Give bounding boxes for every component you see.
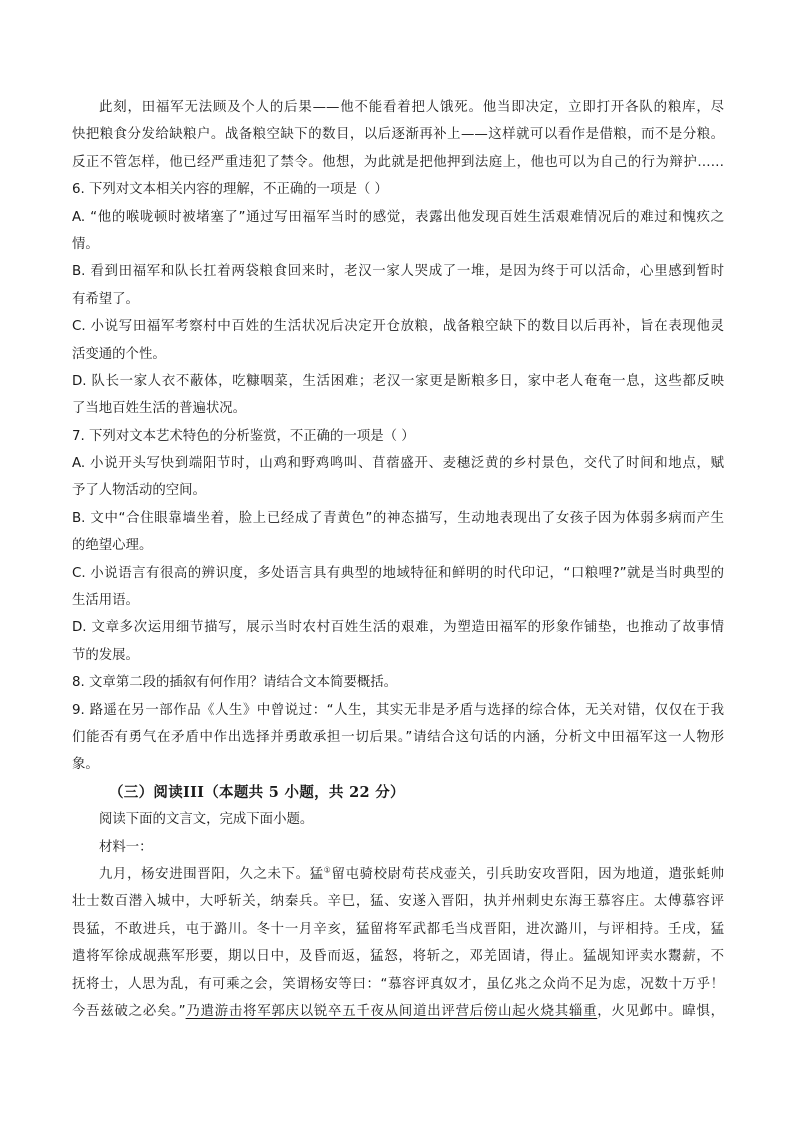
question-7-option-a-cont: 予了人物活动的空间。 [72,483,206,499]
narrative-paragraph-line: 反正不管怎样，他已经严重违犯了禁令。他想，为此就是把他押到法庭上，他也可以为自己的行为辩护…… [72,154,724,170]
question-6-option-b-cont: 有希望了。 [72,291,139,307]
section-3-heading: （三）阅读III（本题共 5 小题，共 22 分） [109,783,405,801]
classical-text-segment: 今吾兹破之必矣。” [72,1003,186,1019]
question-6-option-a-cont: 情。 [72,236,99,252]
question-9-line: 们能否有勇气在矛盾中作出选择并勇敢承担一切后果。”请结合这句话的内涵，分析文中田福军这一人物形 [72,729,724,745]
classical-text-line [72,998,724,1025]
classical-text-line [72,861,724,888]
question-9-line: 9. 路遥在另一部作品《人生》中曾说过：“人生，其实无非是矛盾与选择的综合体，无关对错，仅仅在于我 [72,702,724,718]
question-6-stem: 6. 下列对文本相关内容的理解，不正确的一项是（ ） [72,182,388,198]
question-7-option-b: B. 文中“合住眼靠墙坐着，脸上已经成了青黄色”的神态描写，生动地表现出了女孩子因为体弱多病而产生 [72,510,724,526]
footnote-marker: ① [323,865,332,875]
classical-text-segment: 九月，杨安进围晋阳，久之未下。猛 [99,866,324,882]
classical-text-segment: 留屯骑校尉苟苌戍壶关，引兵助安攻晋阳，因为地道，遣张蚝帅 [331,866,724,882]
question-7-option-b-cont: 的绝望心理。 [72,538,153,554]
narrative-paragraph-line: 快把粮食分发给缺粮户。战备粮空缺下的数目，以后逐渐再补上——这样就可以看作是借粮，而不是分粮。 [72,127,724,143]
question-7-option-c-cont: 生活用语。 [72,593,139,609]
question-7-option-d-cont: 节的发展。 [72,647,139,663]
question-6-option-c: C. 小说写田福军考察村中百姓的生活状况后决定开仓放粮，战备粮空缺下的数目以后再补，旨在表现他灵 [72,319,724,335]
underlined-sentence: 乃遣游击将军郭庆以锐卒五千夜从间道出评营后傍山起火烧其辎重 [185,1003,598,1019]
classical-text-line: 抚将士，人思为乱，有可乘之会，笑谓杨安等曰：“慕容评真奴才，虽亿兆之众尚不足为虑，况数十万乎！ [72,976,724,992]
question-8-stem: 8. 文章第二段的插叙有何作用？请结合文本简要概括。 [72,675,398,691]
classical-text-line: 遣将军徐成觇燕军形要，期以日中，及昏而返，猛怒，将斩之，邓羌固请，得止。猛觇知评卖水鬻薪，不 [72,949,724,965]
narrative-paragraph-line: 此刻，田福军无法顾及个人的后果——他不能看着把人饿死。他当即决定，立即打开各队的粮库，尽 [99,100,724,115]
document-page [72,94,724,1025]
question-6-option-d-cont: 了当地百姓生活的普遍状况。 [72,401,247,417]
question-7-option-d: D. 文章多次运用细节描写，展示当时农村百姓生活的艰难，为塑造田福军的形象作铺垫，也推动了故事情 [72,620,724,636]
question-7-stem: 7. 下列对文本艺术特色的分析鉴赏，不正确的一项是（ ） [72,428,415,444]
question-6-option-a: A. “他的喉咙顿时被堵塞了”通过写田福军当时的感觉，表露出他发现百姓生活艰难情况后的难过和愧疚之 [72,209,724,225]
classical-text-line: 畏猛，不敢进兵，屯于潞川。冬十一月辛亥，猛留将军武都毛当戍晋阳，进次潞川，与评相持。壬戌，猛 [72,921,724,937]
classical-text-segment: ，火见邺中。暐惧， [597,1003,724,1019]
question-6-option-c-cont: 活变通的个性。 [72,346,166,362]
question-7-option-c: C. 小说语言有很高的辨识度，多处语言具有典型的地域特征和鲜明的时代印记，“口粮哩?”就是当时典型的 [72,565,724,581]
material-label: 材料一： [99,839,153,855]
question-6-option-b: B. 看到田福军和队长扛着两袋粮食回来时，老汉一家人哭成了一堆，是因为终于可以活命，心里感到暂时 [72,264,724,280]
question-6-option-d: D. 队长一家人衣不蔽体，吃糠咽菜，生活困难；老汉一家更是断粮多日，家中老人奄奄一息，这些都反映 [72,373,724,389]
question-9-line: 象。 [72,757,99,773]
section-3-instruction: 阅读下面的文言文，完成下面小题。 [99,812,314,828]
classical-text-line: 壮士数百潜入城中，大呼斩关，纳秦兵。辛巳，猛、安遂入晋阳，执并州刺史东海王慕容庄。太傅慕容评 [72,894,724,910]
question-7-option-a: A. 小说开头写快到端阳节时，山鸡和野鸡鸣叫、苜蓿盛开、麦穗泛黄的乡村景色，交代了时间和地点，赋 [72,456,724,472]
